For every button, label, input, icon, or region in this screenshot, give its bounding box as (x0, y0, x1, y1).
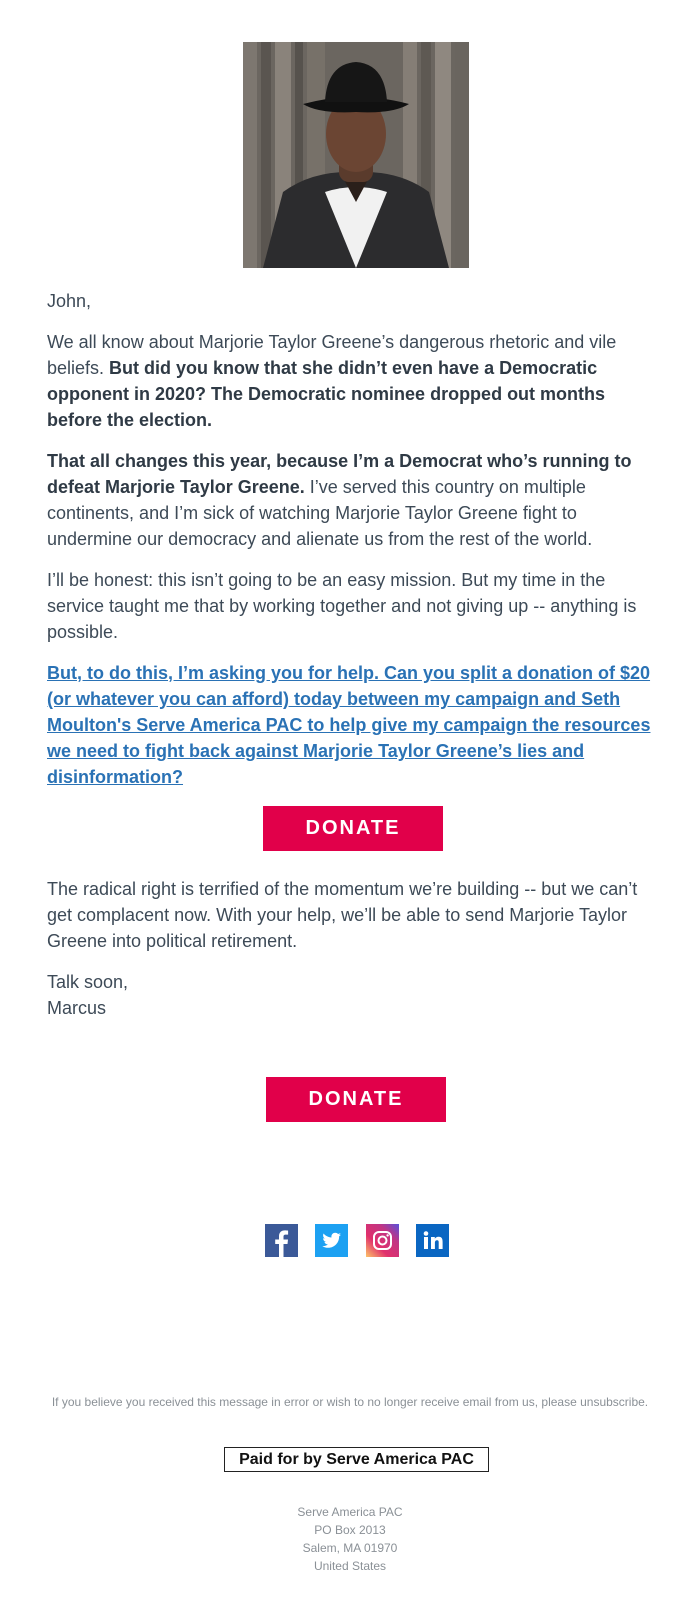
signature: Marcus (47, 998, 107, 1018)
paragraph-1-bold: But did you know that she didn’t even have a Democratic opponent in 2020? The Democratic nominee dropped out months before the election. (47, 358, 606, 430)
twitter-icon (315, 1224, 348, 1257)
unsubscribe-notice[interactable]: If you believe you received this message in error or wish to no longer receive email from us, please unsubscribe. (51, 1395, 649, 1409)
candidate-photo (243, 42, 469, 268)
instagram-icon (366, 1224, 399, 1257)
paragraph-1 (47, 329, 659, 433)
paragraph-2-text: I’ve served this country on multiple continents, and I’m sick of watching Marjorie Taylor Greene fight to undermine our democracy and alienate us from the rest of the world. (47, 477, 593, 549)
signoff: Talk soon, (47, 972, 129, 992)
paid-for-disclaimer: Paid for by Serve America PAC (224, 1447, 489, 1472)
mailing-address (0, 1503, 700, 1575)
donate-button[interactable]: DONATE (263, 806, 443, 851)
instagram-link[interactable] (366, 1224, 399, 1257)
email-body (47, 288, 659, 1021)
linkedin-link[interactable] (416, 1224, 449, 1257)
paragraph-3: I’ll be honest: this isn’t going to be an easy mission. But my time in the service taught me that by working together and not giving up -- anything is possible. (47, 570, 637, 642)
address-line-1: Serve America PAC (297, 1505, 403, 1519)
paragraph-1-text: We all know about Marjorie Taylor Greene’s dangerous rhetoric and vile beliefs. (47, 332, 617, 378)
candidate-photo-illustration (243, 42, 469, 268)
address-line-4: United States (313, 1559, 387, 1573)
address-line-3: Salem, MA 01970 (302, 1541, 398, 1555)
donation-ask-link[interactable]: But, to do this, I’m asking you for help. Can you split a donation of $20 (or whatever you can afford) today between my campaign and Seth Moulton's Serve America PAC to help give my campaign the resources we need to fight back against Marjorie Taylor Greene’s lies and disinformation? (47, 663, 651, 787)
greeting: John, (47, 291, 92, 311)
paragraph-2 (47, 448, 659, 552)
donate-button-row (47, 806, 659, 851)
twitter-link[interactable] (315, 1224, 348, 1257)
linkedin-icon (416, 1224, 449, 1257)
facebook-link[interactable] (265, 1224, 298, 1257)
facebook-icon (265, 1224, 298, 1257)
social-links (265, 1224, 449, 1257)
donate-button-secondary[interactable]: DONATE (266, 1077, 446, 1122)
paragraph-4: The radical right is terrified of the momentum we’re building -- but we can’t get complacent now. With your help, we’ll be able to send Marjorie Taylor Greene into political retirement. (47, 879, 638, 951)
paragraph-2-bold: That all changes this year, because I’m a Democrat who’s running to defeat Marjorie Taylor Greene. (47, 451, 632, 497)
address-line-2: PO Box 2013 (314, 1523, 386, 1537)
